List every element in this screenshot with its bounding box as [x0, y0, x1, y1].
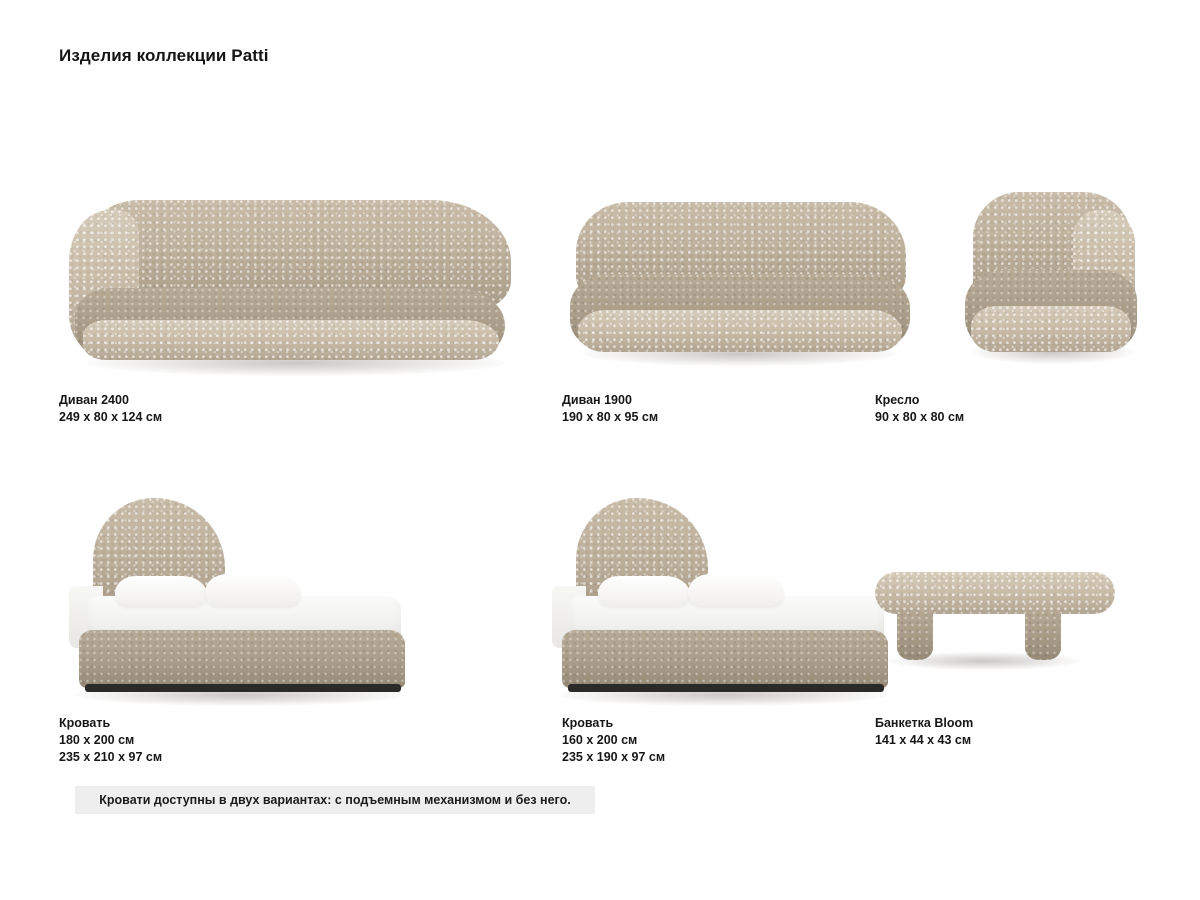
product-name: Диван 2400 — [59, 393, 129, 407]
bed-pillow-left — [598, 576, 690, 606]
armchair-figure — [875, 170, 1155, 392]
product-row-2 — [0, 480, 1200, 770]
bed-icon — [552, 498, 892, 708]
bed-plinth — [568, 684, 884, 692]
note-text: Кровати доступны в двух вариантах: с подъемным механизмом и без него. — [99, 793, 571, 807]
product-dimensions-overall: 235 x 190 x 97 см — [562, 750, 666, 764]
bench-figure — [875, 480, 1155, 715]
product-card-sofa-2400 — [59, 170, 519, 426]
product-dimensions: 141 x 44 x 43 см — [875, 733, 972, 747]
product-dimensions: 249 x 80 x 124 см — [59, 410, 163, 424]
bed-base — [79, 630, 405, 688]
bed-180-figure — [59, 480, 519, 715]
product-dimensions-overall: 235 x 210 x 97 см — [59, 750, 163, 764]
product-card-bed-180 — [59, 480, 519, 766]
sofa-2400-caption — [59, 392, 519, 426]
bench-icon — [875, 572, 1125, 682]
sofa-icon — [69, 200, 519, 385]
bed-icon — [69, 498, 409, 708]
bed-pillow-left — [115, 576, 207, 606]
product-name: Кресло — [875, 393, 920, 407]
sofa-icon — [570, 202, 910, 382]
armchair-seat-front — [971, 306, 1131, 352]
product-name: Кровать — [562, 716, 614, 730]
bench-top — [875, 572, 1115, 614]
bed-pillow-right — [205, 574, 301, 606]
product-card-armchair — [875, 170, 1155, 426]
sofa-2400-figure — [59, 170, 519, 392]
sofa-seat-front — [578, 310, 902, 352]
armchair-icon — [965, 192, 1145, 382]
bed-pillow-right — [688, 574, 784, 606]
product-dimensions: 160 x 200 см — [562, 733, 638, 747]
product-dimensions: 190 x 80 x 95 см — [562, 410, 659, 424]
page-title: Изделия коллекции Patti — [59, 46, 269, 65]
armchair-caption — [875, 392, 1155, 426]
bed-180-caption — [59, 715, 519, 766]
product-name: Кровать — [59, 716, 111, 730]
product-dimensions: 180 x 200 см — [59, 733, 135, 747]
product-name: Банкетка Bloom — [875, 716, 974, 730]
product-card-bench — [875, 480, 1155, 749]
product-row-1 — [0, 170, 1200, 424]
sofa-seat-front — [83, 320, 499, 360]
bed-plinth — [85, 684, 401, 692]
bed-base — [562, 630, 888, 688]
product-name: Диван 1900 — [562, 393, 632, 407]
bench-caption — [875, 715, 1155, 749]
note-bar — [75, 786, 595, 814]
product-dimensions: 90 x 80 x 80 см — [875, 410, 965, 424]
